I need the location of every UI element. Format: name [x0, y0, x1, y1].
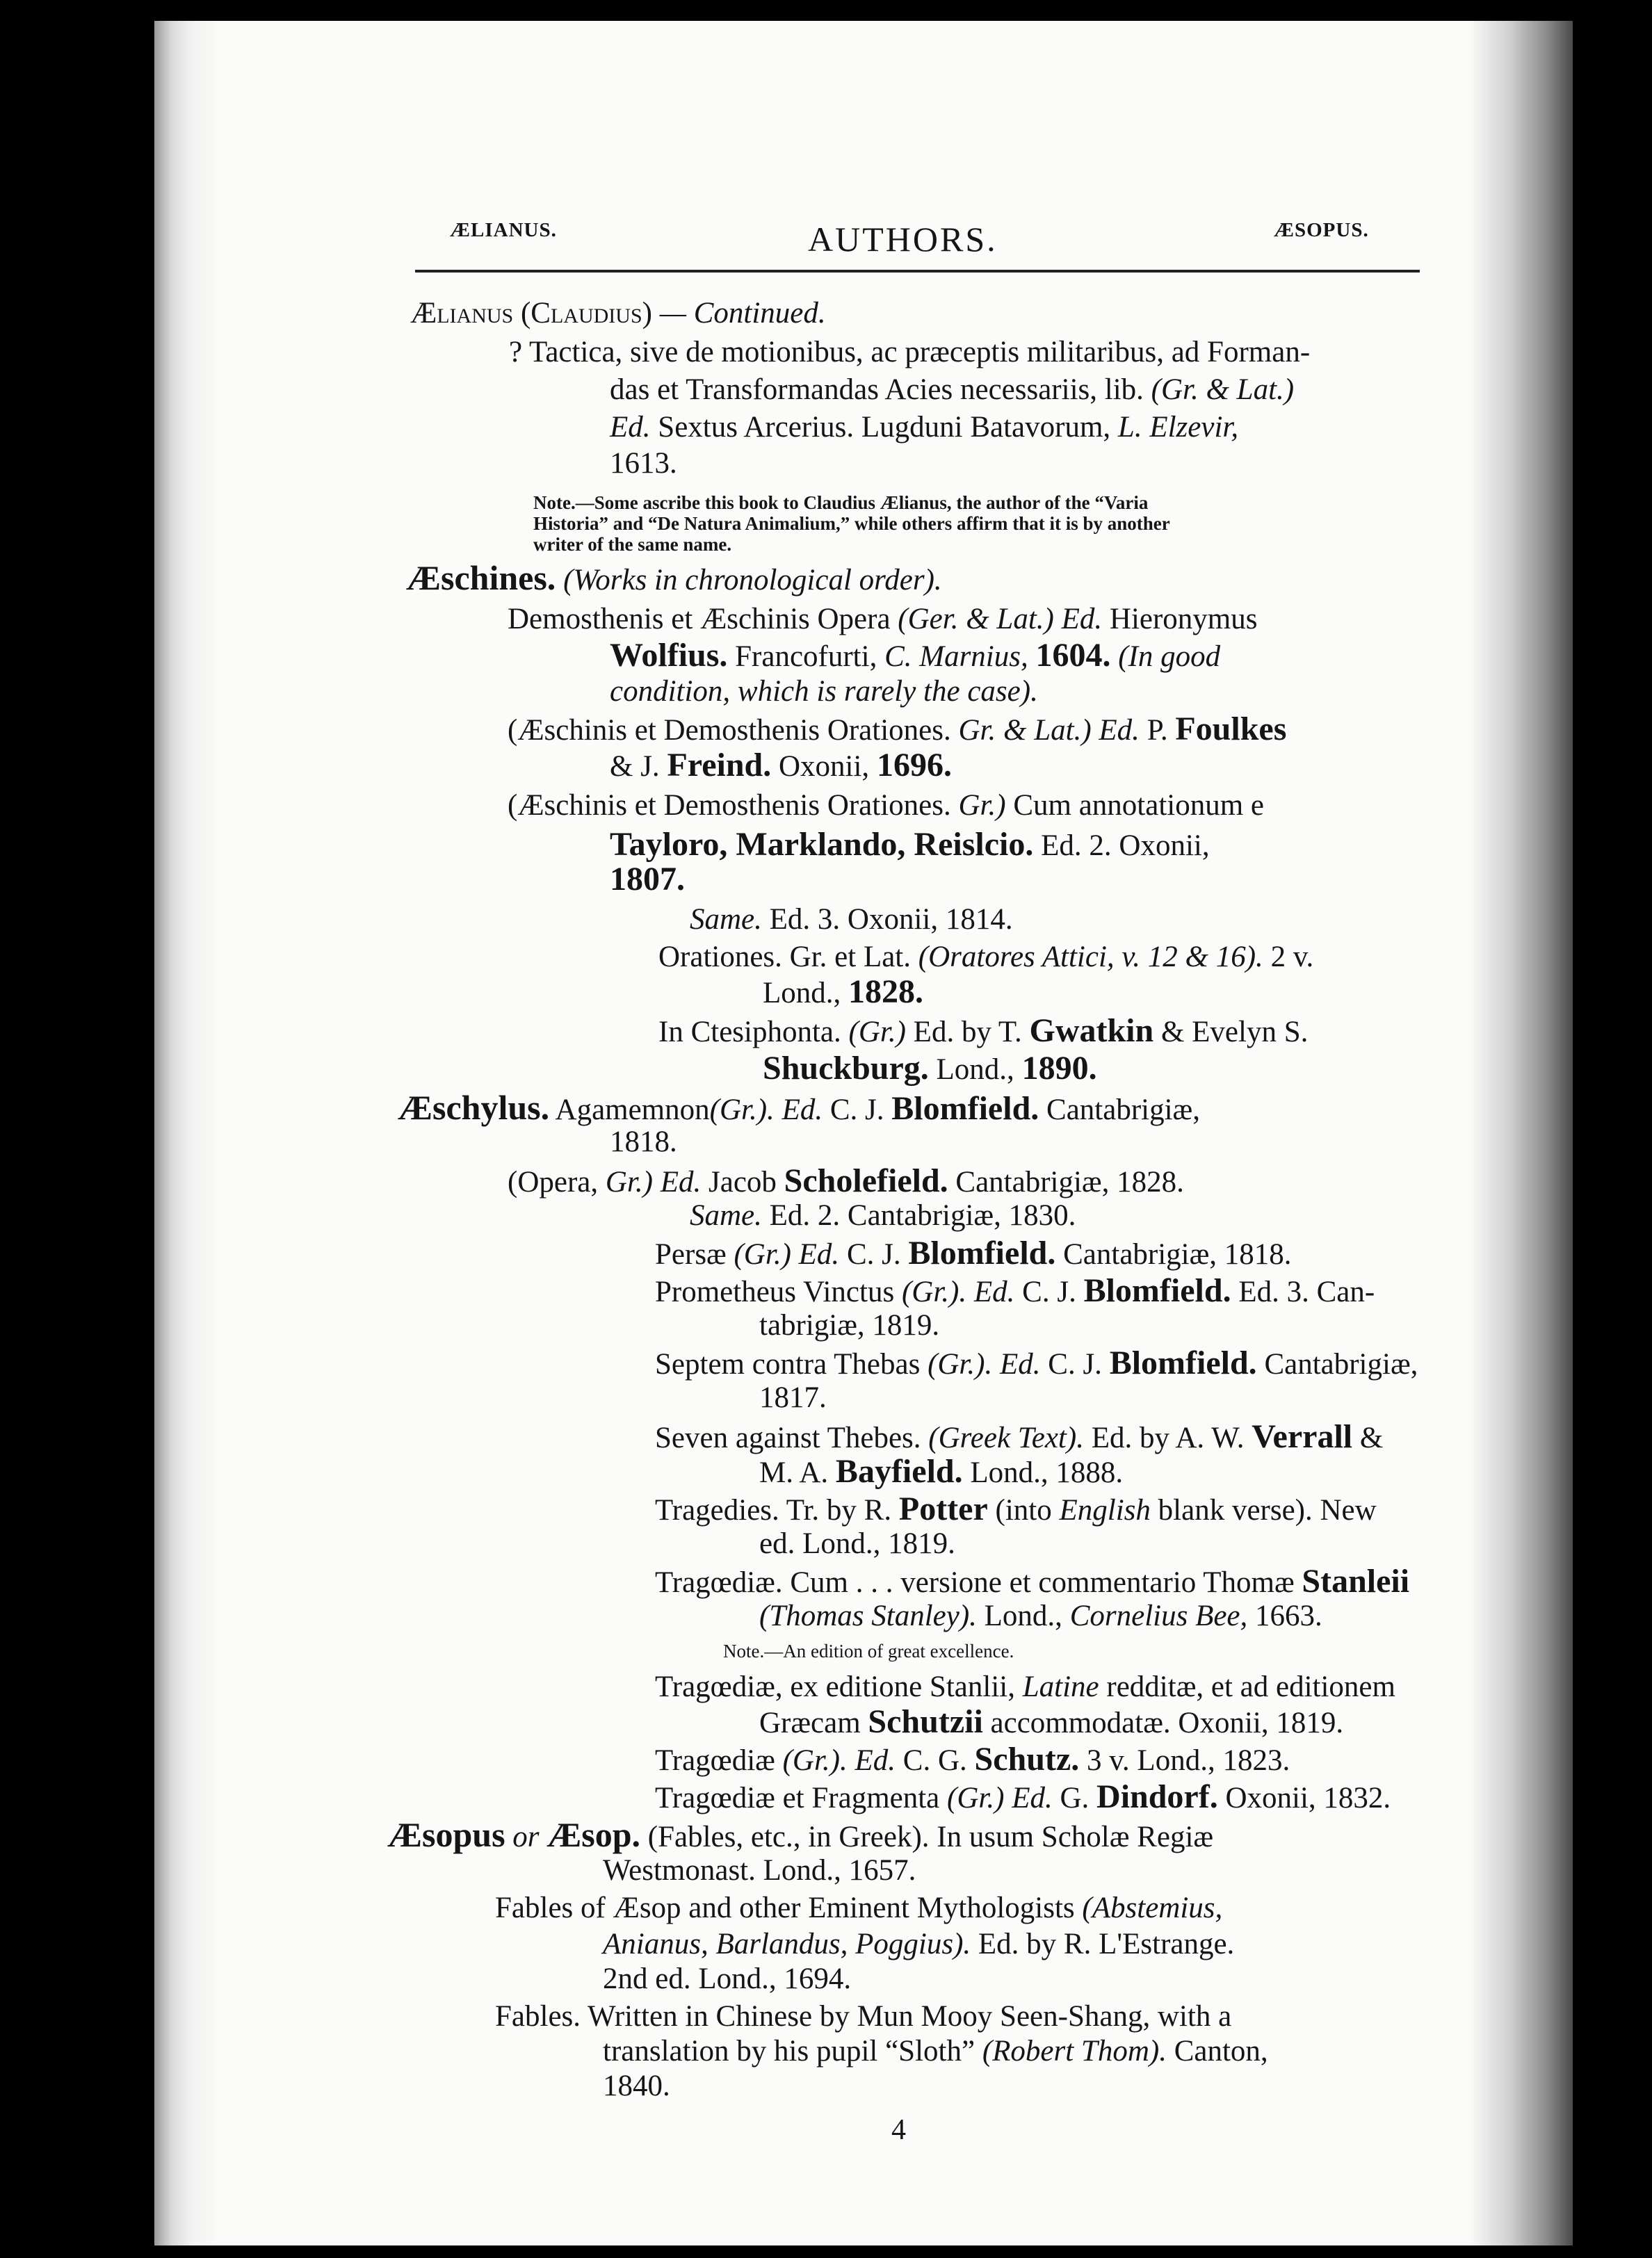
entry-line: Tragœdiæ, ex editione Stanlii, Latine redditæ, et ad editionem [655, 1671, 1395, 1703]
author-heading: Æsopus [387, 1815, 505, 1854]
entry-line: Same. Ed. 2. Cantabrigiæ, 1830. [690, 1199, 1076, 1232]
entry-line: Orationes. Gr. et Lat. (Oratores Attici, v. 12 & 16). 2 v. [658, 941, 1314, 973]
running-header-right: ÆSOPUS. [1274, 219, 1369, 241]
entry-line: Wolfius. Francofurti, C. Marnius, 1604. (In good [610, 637, 1221, 674]
entry-line: Græcam Schutzii accommodatæ. Oxonii, 1819. [759, 1703, 1344, 1740]
author-heading: Ælianus (Claudius) [410, 297, 652, 330]
entry-line: condition, which is rarely the case). [610, 675, 1038, 708]
footnote-line: Historia” and “De Natura Animalium,” while others affirm that it is by another [533, 513, 1170, 534]
entry-aeschines: Æschines. (Works in chronological order). [406, 558, 942, 597]
entry-line: 1817. [759, 1381, 827, 1414]
entry-line: (Thomas Stanley). Lond., Cornelius Bee, 1663. [759, 1600, 1322, 1632]
page-number: 4 [891, 2114, 906, 2146]
continued-label: — Continued. [659, 297, 826, 330]
entry-line: Persæ (Gr.) Ed. C. J. Blomfield. Cantabrigiæ, 1818. [655, 1235, 1292, 1272]
entry-line: Septem contra Thebas (Gr.). Ed. C. J. Blomfield. Cantabrigiæ, [655, 1345, 1418, 1381]
entry-line: Same. Ed. 3. Oxonii, 1814. [690, 903, 1013, 936]
entry-line: 1840. [603, 2070, 670, 2102]
entry-line: & J. Freind. Oxonii, 1696. [610, 747, 952, 783]
entry-line: (Opera, Gr.) Ed. Jacob Scholefield. Cantabrigiæ, 1828. [508, 1162, 1184, 1199]
entry-aelianus [410, 298, 826, 330]
entry-line: Prometheus Vinctus (Gr.). Ed. C. J. Blomfield. Ed. 3. Can- [655, 1272, 1375, 1309]
footnote-line: Note.—Some ascribe this book to Claudius Ælianus, the author of the “Varia [533, 492, 1149, 513]
entry-line: 1807. [610, 861, 685, 897]
running-header-left: ÆLIANUS. [450, 219, 557, 241]
header-rule [415, 270, 1420, 273]
entry-line: Tragedies. Tr. by R. Potter (into English blank verse). New [655, 1491, 1377, 1527]
entry-line: Tragœdiæ et Fragmenta (Gr.) Ed. G. Dindorf. Oxonii, 1832. [655, 1778, 1391, 1815]
author-heading: Æschines. [406, 558, 556, 597]
entry-line: 2nd ed. Lond., 1694. [603, 1963, 852, 1995]
entry-line: Westmonast. Lond., 1657. [603, 1854, 916, 1887]
entry-line: Shuckburg. Lond., 1890. [763, 1050, 1097, 1087]
entry-line: tabrigiæ, 1819. [759, 1309, 940, 1342]
entry-line: In Ctesiphonta. (Gr.) Ed. by T. Gwatkin & Evelyn S. [658, 1012, 1309, 1049]
entry-line: Tayloro, Marklando, Reislcio. Ed. 2. Oxonii, [610, 826, 1210, 863]
entry-line: translation by his pupil “Sloth” (Robert Thom). Canton, [603, 2035, 1268, 2068]
entry-line: Anianus, Barlandus, Poggius). Ed. by R. L'Estrange. [603, 1928, 1235, 1960]
author-heading: Æschylus. [398, 1088, 550, 1127]
entry-line: das et Transformandas Acies necessariis, lib. (Gr. & Lat.) [610, 373, 1295, 406]
running-header-title: AUTHORS. [808, 220, 998, 259]
entry-line: ed. Lond., 1819. [759, 1527, 955, 1560]
entry-aeschylus: Æschylus. Agamemnon(Gr.). Ed. C. J. Blomfield. Cantabrigiæ, [398, 1088, 1200, 1127]
entry-line: (Æschinis et Demosthenis Orationes. Gr. & Lat.) Ed. P. Foulkes [508, 710, 1287, 747]
entry-line: Demosthenis et Æschinis Opera (Ger. & Lat.) Ed. Hieronymus [508, 603, 1258, 635]
footnote-line: writer of the same name. [533, 534, 732, 555]
entry-line: Seven against Thebes. (Greek Text). Ed. by A. W. Verrall & [655, 1418, 1384, 1455]
entry-line: ? Tactica, sive de motionibus, ac præceptis militaribus, ad Forman- [509, 336, 1311, 368]
entry-line: Lond., 1828. [763, 973, 924, 1010]
entry-line: M. A. Bayfield. Lond., 1888. [759, 1453, 1124, 1490]
page-edge-shadow [1468, 21, 1573, 2245]
entry-line: Fables of Æsop and other Eminent Mythologists (Abstemius, [495, 1892, 1223, 1924]
entry-aesopus: Æsopus or Æsop. (Fables, etc., in Greek). In usum Scholæ Regiæ [387, 1815, 1214, 1854]
entry-line: 1613. [610, 447, 677, 480]
entry-line: (Æschinis et Demosthenis Orationes. Gr.) Cum annotationum e [508, 789, 1265, 822]
entry-line: Fables. Written in Chinese by Mun Mooy Seen-Shang, with a [495, 2000, 1232, 2033]
page-content [154, 21, 1461, 2245]
entry-line: Tragœdiæ. Cum . . . versione et commentario Thomæ Stanleii [655, 1563, 1410, 1600]
entry-line: Tragœdiæ (Gr.). Ed. C. G. Schutz. 3 v. Lond., 1823. [655, 1741, 1290, 1778]
footnote-line: Note.—An edition of great excellence. [723, 1641, 1014, 1662]
entry-line: 1818. [610, 1126, 677, 1158]
book-page [154, 21, 1573, 2245]
entry-line: Ed. Sextus Arcerius. Lugduni Batavorum, L. Elzevir, [610, 411, 1239, 444]
